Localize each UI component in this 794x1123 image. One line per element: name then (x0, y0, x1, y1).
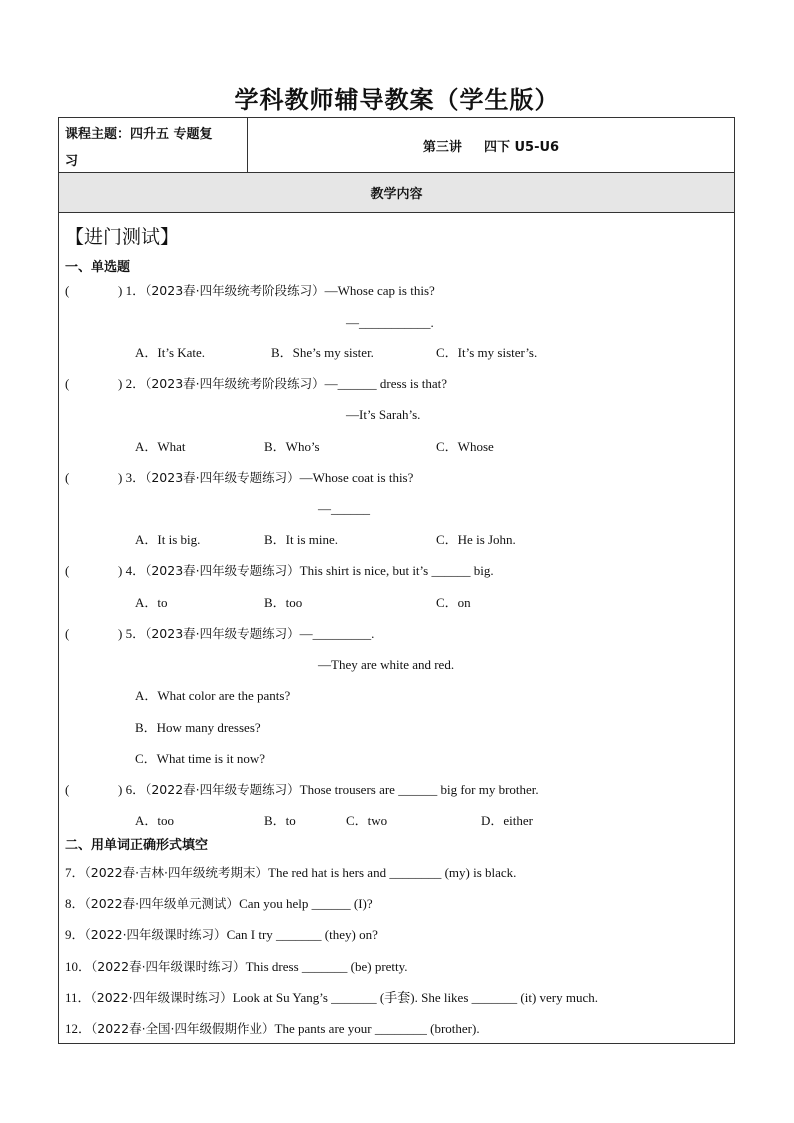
option-a: A．It is big. (135, 532, 201, 547)
question-source: （2023春·四年级专题练习） (145, 626, 300, 641)
question-text: This dress _______ (be) pretty. (245, 959, 408, 974)
answer-paren-open: ( (65, 470, 70, 485)
question-number: 7． (65, 865, 85, 880)
question-number: 5． (125, 626, 146, 641)
question-8 (65, 895, 373, 913)
question-text: Can I try _______ (they) on? (226, 927, 378, 942)
question-11 (65, 989, 598, 1007)
question-source: （2022·四年级课时练习） (84, 927, 227, 942)
question-source: （2023春·四年级专题练习） (145, 563, 300, 578)
answer-paren-open: ( (65, 782, 70, 797)
option-b: B．to (264, 813, 296, 828)
question-5-reply: —They are white and red. (318, 657, 455, 672)
question-text: Look at Su Yang’s _______ (手套). She likes _______ (it) very much. (232, 990, 599, 1005)
option-a: A．to (135, 595, 168, 610)
course-topic-line2: 习 (65, 154, 79, 169)
question-5 (65, 625, 374, 643)
question-source: （2022春·四年级专题练习） (145, 782, 300, 797)
question-12 (65, 1020, 480, 1038)
option-c: C．He is John. (436, 532, 516, 547)
question-number: 2． (125, 376, 146, 391)
option-b: B．Who’s (264, 439, 320, 454)
question-text: The pants are your ________ (brother). (274, 1021, 480, 1036)
question-text: —_________. (299, 626, 375, 641)
question-10 (65, 958, 408, 976)
section-title: 【进门测试】 (65, 226, 180, 248)
question-text: —Whose cap is this? (324, 283, 435, 298)
question-number: 10． (65, 959, 92, 974)
answer-paren-open: ( (65, 563, 70, 578)
question-9 (65, 926, 378, 944)
part2-heading: 二、用单词正确形式填空 (65, 838, 209, 853)
question-text: Can you help ______ (I)? (239, 896, 373, 911)
question-3-reply: —______ (318, 501, 370, 516)
option-c: C．Whose (436, 439, 494, 454)
answer-paren-close: ) (118, 626, 123, 641)
question-source: （2022春·四年级课时练习） (91, 959, 246, 974)
question-source: （2022春·吉林·四年级统考期末） (84, 865, 269, 880)
question-source: （2022春·全国·四年级假期作业） (91, 1021, 275, 1036)
question-2-reply: —It’s Sarah’s. (346, 407, 421, 422)
question-number: 4． (125, 563, 146, 578)
question-1 (65, 282, 435, 300)
question-number: 12． (65, 1021, 92, 1036)
question-number: 9． (65, 927, 85, 942)
question-text: —______ dress is that? (324, 376, 448, 391)
question-source: （2023春·四年级专题练习） (145, 470, 300, 485)
lecture-number: 第三讲 (422, 139, 462, 155)
question-number: 1． (125, 283, 146, 298)
option-b: B．too (264, 595, 303, 610)
part1-heading: 一、单选题 (65, 260, 131, 275)
question-number: 6． (125, 782, 146, 797)
question-7 (65, 864, 516, 882)
question-source: （2022春·四年级单元测试） (84, 896, 240, 911)
question-text: This shirt is nice, but it’s ______ big. (299, 563, 494, 578)
option-c: C．on (436, 595, 471, 610)
question-text: Those trousers are ______ big for my brother. (299, 782, 539, 797)
question-4 (65, 562, 494, 580)
question-source: （2023春·四年级统考阶段练习） (145, 283, 325, 298)
option-d: D．either (481, 813, 533, 828)
answer-paren-close: ) (118, 376, 123, 391)
question-6 (65, 781, 539, 799)
option-c: C．It’s my sister’s. (436, 345, 538, 360)
option-b: B．It is mine. (264, 532, 339, 547)
answer-paren-open: ( (65, 626, 70, 641)
content-label-cell: 教学内容 (59, 173, 734, 213)
question-1-reply: —___________. (346, 315, 434, 330)
option-a: A．It’s Kate. (135, 345, 206, 360)
question-source: （2022·四年级课时练习） (90, 990, 233, 1005)
question-text: —Whose coat is this? (299, 470, 414, 485)
option-c: C．What time is it now? (135, 751, 265, 766)
question-3 (65, 469, 413, 487)
question-text: The red hat is hers and ________ (my) is black. (268, 865, 517, 880)
answer-paren-close: ) (118, 470, 123, 485)
answer-paren-open: ( (65, 376, 70, 391)
answer-paren-close: ) (118, 782, 123, 797)
course-topic-line1: 课程主题：四升五 专题复 (65, 127, 213, 142)
lesson-plan-table (58, 117, 735, 1044)
question-number: 11． (65, 990, 91, 1005)
question-2 (65, 375, 447, 393)
lecture-unit: 四下 U5-U6 (483, 139, 560, 155)
option-b: B．How many dresses? (135, 720, 261, 735)
option-c: C．two (346, 813, 388, 828)
option-a: A．too (135, 813, 175, 828)
answer-paren-close: ) (118, 283, 123, 298)
lecture-cell (248, 118, 734, 173)
option-a: A．What color are the pants? (135, 688, 291, 703)
course-topic-cell (59, 118, 248, 173)
answer-paren-open: ( (65, 283, 70, 298)
option-a: A．What (135, 439, 186, 454)
document-title: 学科教师辅导教案（学生版） (234, 86, 560, 114)
option-b: B．She’s my sister. (271, 345, 374, 360)
question-number: 8． (65, 896, 85, 911)
question-number: 3． (125, 470, 146, 485)
question-source: （2023春·四年级统考阶段练习） (145, 376, 325, 391)
answer-paren-close: ) (118, 563, 123, 578)
